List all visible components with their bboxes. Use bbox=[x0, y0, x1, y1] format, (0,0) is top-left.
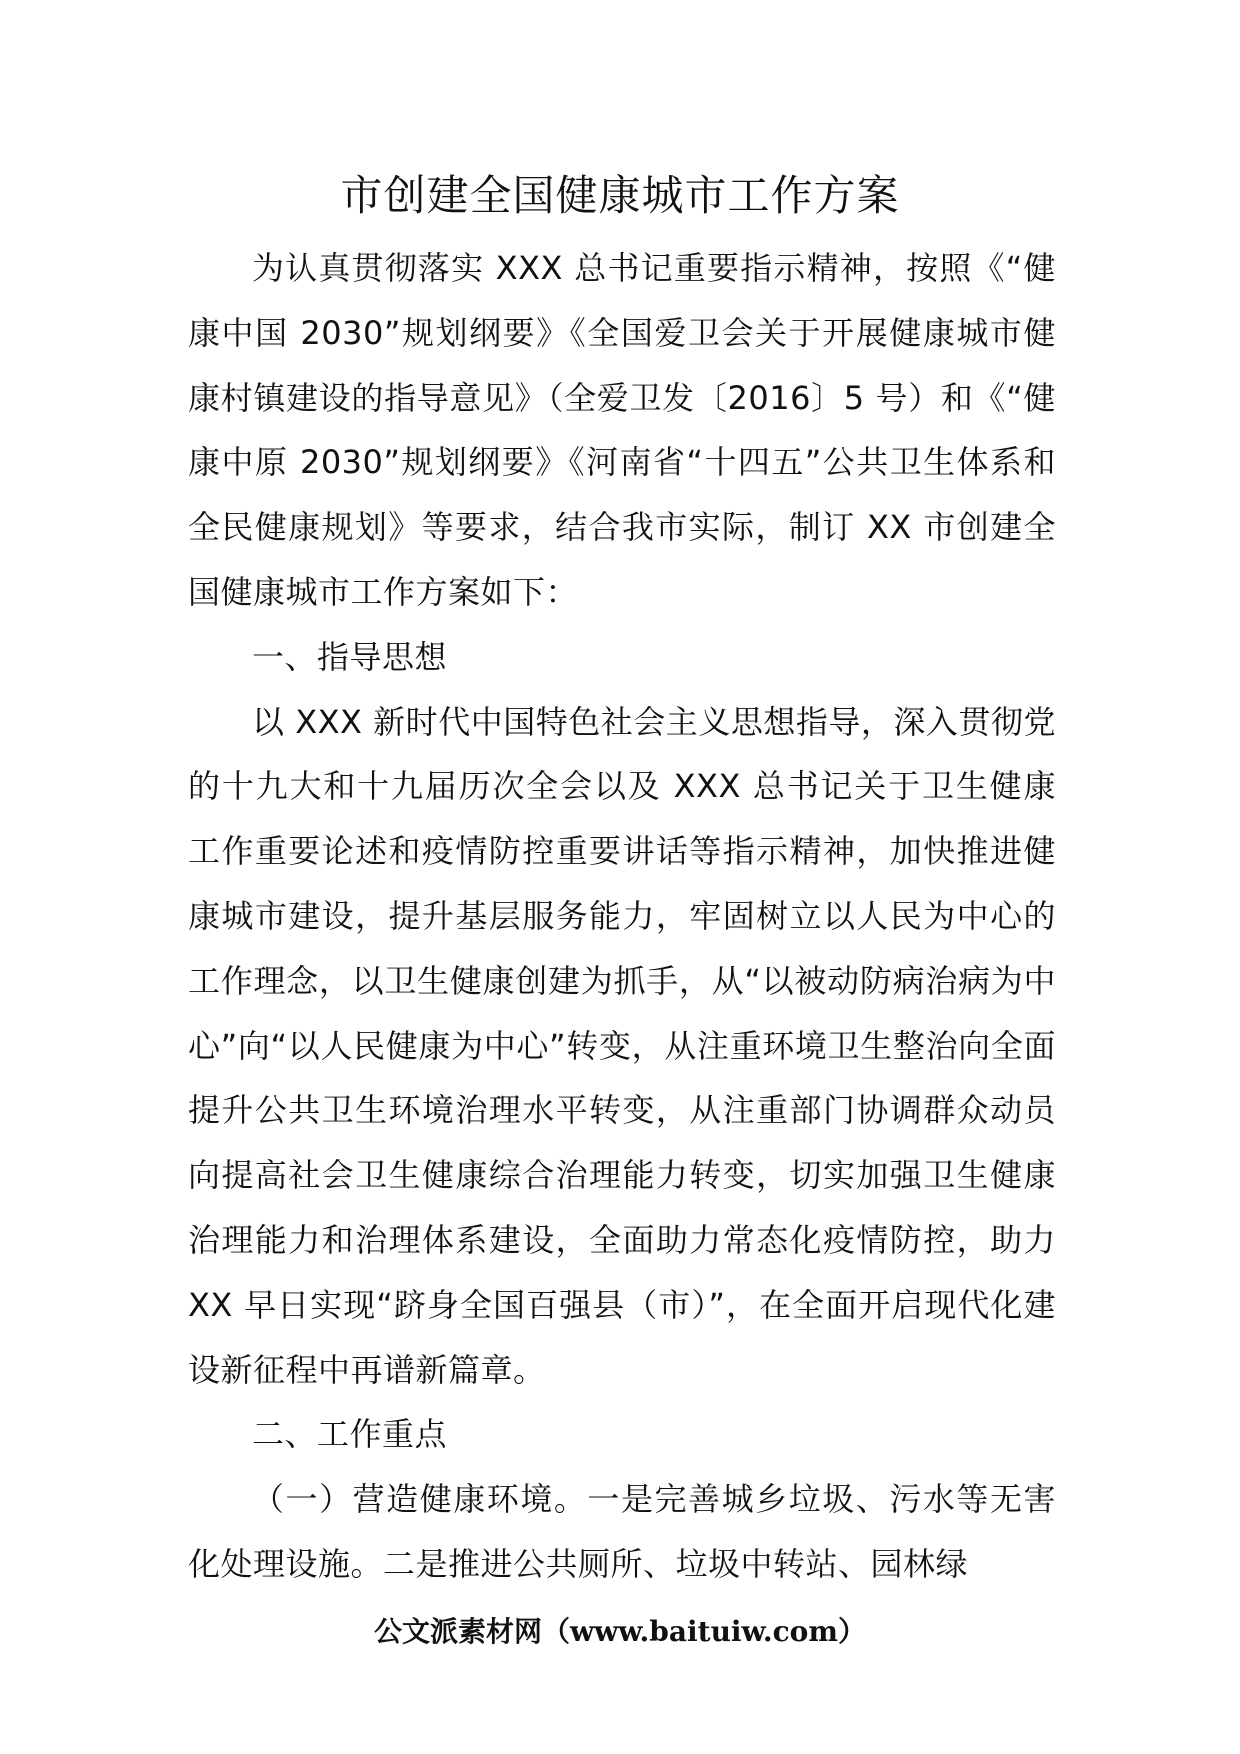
work-focus-paragraph: （一）营造健康环境。一是完善城乡垃圾、污水等无害化处理设施。二是推进公共厕所、垃圾中转站、园林绿 bbox=[188, 1480, 1056, 1583]
section-heading-guiding-ideology: 一、指导思想 bbox=[252, 637, 448, 676]
source-watermark: 公文派素材网（www.baituiw.com） bbox=[374, 1615, 866, 1648]
guiding-ideology-paragraph: 以 XXX 新时代中国特色社会主义思想指导，深入贯彻党的十九大和十九届历次全会以及 XXX 总书记关于卫生健康工作重要论述和疫情防控重要讲话等指示精神，加快推进健康城市建设，提升基层服务能力，牢固树立以人民为中心的工作理念，以卫生健康创建为抓手，从“以被动防病治病为中心”向“以人民健康为中心”转变，从注重环境卫生整治向全面提升公共卫生环境治理水平转变，从注重部门协调群众动员向提高社会卫生健康综合治理能力转变，切实加强卫生健康治理能力和治理体系建设，全面助力常态化疫情防控，助力 XX 早日实现“跻身全国百强县（市）”，在全面开启现代化建设新征程中再谱新篇章。 bbox=[188, 702, 1056, 1389]
document-body bbox=[188, 236, 1056, 1597]
document-title: 市创建全国健康城市工作方案 bbox=[340, 171, 900, 220]
intro-paragraph: 为认真贯彻落实 XXX 总书记重要指示精神，按照《“健康中国 2030”规划纲要》《全国爱卫会关于开展健康城市健康村镇建设的指导意见》（全爱卫发〔2016〕5 号）和《“健康中原 2030”规划纲要》《河南省“十四五”公共卫生体系和全民健康规划》等要求，结合我市实际，制订 XX 市创建全国健康城市工作方案如下： bbox=[188, 249, 1056, 611]
section-heading-work-focus: 二、工作重点 bbox=[252, 1415, 448, 1454]
